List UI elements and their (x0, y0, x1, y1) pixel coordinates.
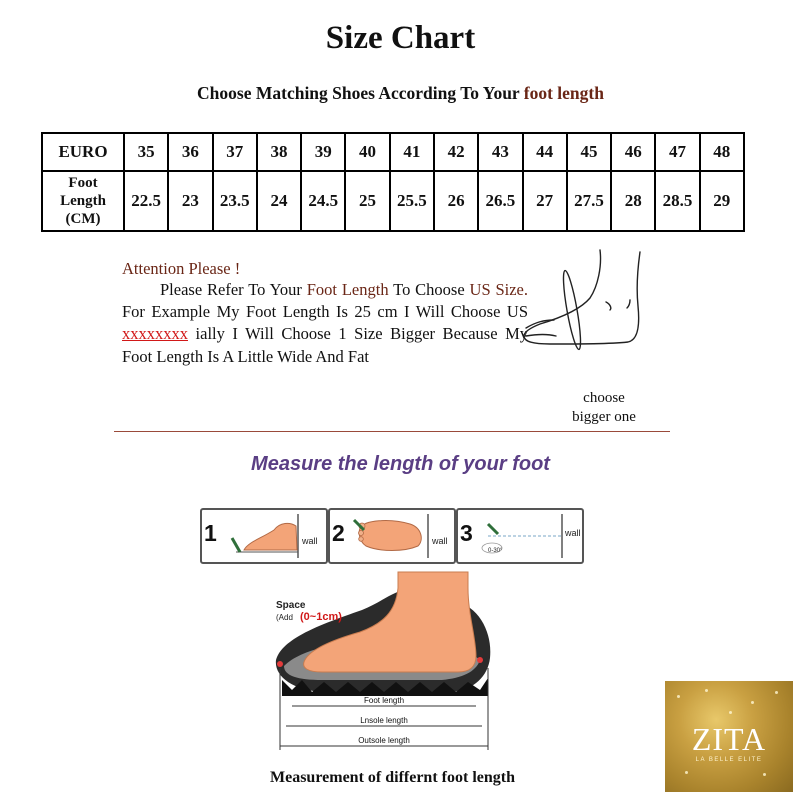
measure-step-2 (328, 508, 456, 564)
foot-outline (524, 250, 640, 344)
euro-header: EURO (42, 133, 124, 171)
foot-length-cell: 24.5 (301, 171, 345, 231)
foot-length-cell: 22.5 (124, 171, 168, 231)
attention-text-foot-length: Foot Length (306, 280, 389, 299)
table-row-foot-length (42, 171, 744, 231)
foot-length-header-line1: Foot (68, 175, 98, 191)
euro-size-cell: 48 (700, 133, 744, 171)
section-divider (114, 431, 670, 432)
step-3-ruler-label: 0-30° (488, 548, 503, 554)
measure-step-1 (200, 508, 328, 564)
foot-length-cell: 28 (611, 171, 655, 231)
euro-size-cell: 40 (345, 133, 389, 171)
subtitle-highlight: foot length (523, 83, 604, 103)
foot-length-cell: 25 (345, 171, 389, 231)
choose-bigger-note (556, 389, 652, 427)
foot-length-cell: 26.5 (478, 171, 522, 231)
table-row-euro (42, 133, 744, 171)
foot-length-cell: 27.5 (567, 171, 611, 231)
foot-length-cell: 28.5 (655, 171, 699, 231)
foot-length-cell: 24 (257, 171, 301, 231)
foot-length-cell: 23 (168, 171, 212, 231)
attention-text-4: ially I Will Choose 1 Size Bigger Because My Foot Length Is A Little Wide And Fat (122, 324, 528, 366)
step-2-wall-label: wall (432, 536, 448, 546)
euro-size-cell: 43 (478, 133, 522, 171)
insole-length-label: Lnsole length (360, 716, 408, 725)
logo-tagline: LA BELLE ELITE (695, 757, 763, 763)
foot-length-cell: 27 (523, 171, 567, 231)
foot-length-label: Foot length (363, 696, 405, 705)
attention-text-1: Please Refer To Your (160, 280, 307, 299)
measure-step-3 (456, 508, 584, 564)
brand-logo (665, 681, 793, 792)
step-1-number: 1 (204, 520, 217, 546)
logo-wordmark: ZITA (691, 721, 767, 757)
diagram-caption: Measurement of differnt foot length (270, 769, 515, 786)
euro-size-cell: 38 (257, 133, 301, 171)
euro-size-cell: 35 (124, 133, 168, 171)
foot-length-header-line3: (CM) (65, 211, 101, 227)
attention-heading: Attention Please ! (122, 259, 241, 278)
toe-line-2 (526, 335, 556, 337)
euro-size-cell: 36 (168, 133, 212, 171)
toe-marker (277, 661, 283, 667)
attention-text-2: To Choose (388, 280, 470, 299)
attention-body (122, 279, 528, 368)
choose-note-line1: choose (583, 390, 625, 406)
foot-shoe-diagram (262, 568, 512, 764)
euro-size-cell: 39 (301, 133, 345, 171)
foot-sketch-illustration (510, 246, 650, 366)
page-title: Size Chart (325, 20, 476, 56)
space-label: Space (276, 600, 306, 611)
size-table (41, 132, 745, 232)
ankle-mark (606, 302, 611, 310)
foot-length-cell: 25.5 (390, 171, 434, 231)
step-1-wall-label: wall (302, 536, 318, 546)
attention-text-us-size: US Size. (469, 280, 529, 299)
page-subtitle (0, 83, 801, 104)
euro-size-cell: 45 (567, 133, 611, 171)
foot-length-cell: 29 (700, 171, 744, 231)
euro-size-cell: 42 (434, 133, 478, 171)
subtitle-text: Choose Matching Shoes According To Your (197, 83, 524, 103)
attention-text-redacted: xxxxxxxx (122, 324, 188, 344)
foot-length-cell: 23.5 (213, 171, 257, 231)
heel-marker (477, 657, 483, 663)
euro-size-cell: 46 (611, 133, 655, 171)
foot-length-cell: 26 (434, 171, 478, 231)
space-add-value: (0~1cm) (300, 611, 342, 623)
toe-gap-marker (560, 270, 584, 351)
space-add-prefix: (Add (276, 613, 293, 622)
heel-mark (627, 300, 630, 308)
outsole-length-label: Outsole length (358, 736, 410, 745)
euro-size-cell: 47 (655, 133, 699, 171)
step-2-number: 2 (332, 520, 345, 546)
euro-size-cell: 37 (213, 133, 257, 171)
attention-text-3: For Example My Foot Length Is 25 cm I Will Choose US (122, 302, 528, 322)
measure-title: Measure the length of your foot (251, 453, 550, 475)
foot-length-header (42, 171, 124, 231)
step-3-wall-label: wall (565, 528, 581, 538)
foot-length-header-line2: Length (60, 193, 106, 209)
step-3-number: 3 (460, 520, 473, 546)
choose-note-line2: bigger one (572, 409, 636, 425)
euro-size-cell: 44 (523, 133, 567, 171)
euro-size-cell: 41 (390, 133, 434, 171)
